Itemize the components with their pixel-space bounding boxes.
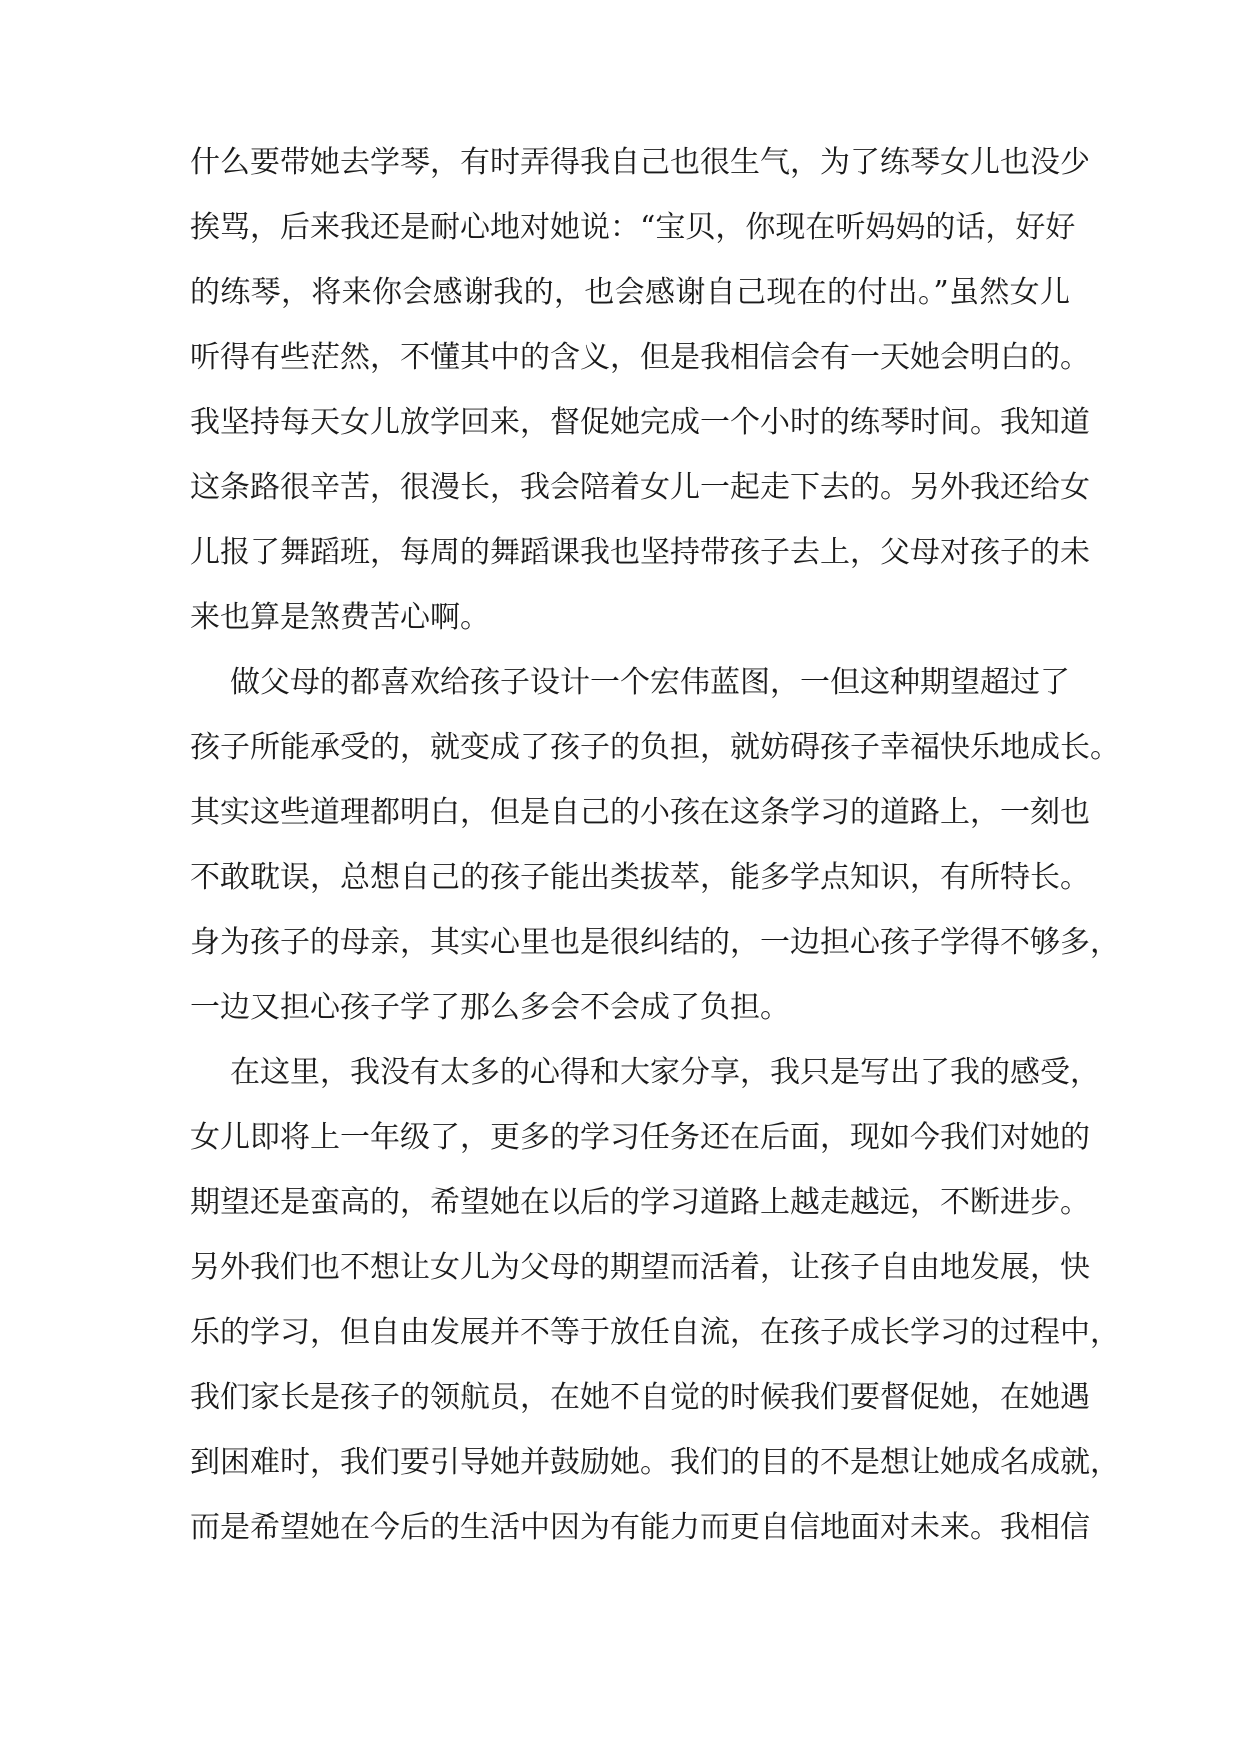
text-line: 其实这些道理都明白，但是自己的小孩在这条学习的道路上，一刻也 [190,795,1090,830]
text-line: 的练琴，将来你会感谢我的，也会感谢自己现在的付出。”虽然女儿 [190,275,1070,310]
text-line: 来也算是煞费苦心啊。 [190,600,490,635]
text-line: 这条路很辛苦，很漫长，我会陪着女儿一起走下去的。另外我还给女 [190,470,1090,505]
text-line: 做父母的都喜欢给孩子设计一个宏伟蓝图，一但这种期望超过了 [230,665,1070,700]
text-line: 孩子所能承受的，就变成了孩子的负担，就妨碍孩子幸福快乐地成长。 [190,730,1120,765]
text-line: 在这里，我没有太多的心得和大家分享，我只是写出了我的感受， [230,1055,1100,1090]
text-line: 而是希望她在今后的生活中因为有能力而更自信地面对未来。我相信 [190,1510,1090,1545]
text-line: 另外我们也不想让女儿为父母的期望而活着，让孩子自由地发展，快 [190,1250,1090,1285]
text-line: 我坚持每天女儿放学回来，督促她完成一个小时的练琴时间。我知道 [190,405,1090,440]
text-line: 一边又担心孩子学了那么多会不会成了负担。 [190,990,790,1025]
text-line: 期望还是蛮高的，希望她在以后的学习道路上越走越远，不断进步。 [190,1185,1090,1220]
text-line: 到困难时，我们要引导她并鼓励她。我们的目的不是想让她成名成就， [190,1445,1120,1480]
text-line: 挨骂，后来我还是耐心地对她说：“宝贝，你现在听妈妈的话，好好 [190,210,1076,245]
paragraph [190,130,1090,650]
text-line: 儿报了舞蹈班，每周的舞蹈课我也坚持带孩子去上，父母对孩子的未 [190,535,1090,570]
paragraph [190,650,1120,1040]
text-line: 听得有些茫然，不懂其中的含义，但是我相信会有一天她会明白的。 [190,340,1090,375]
paragraph [190,1040,1120,1560]
text-line: 女儿即将上一年级了，更多的学习任务还在后面，现如今我们对她的 [190,1120,1090,1155]
text-line: 我们家长是孩子的领航员，在她不自觉的时候我们要督促她，在她遇 [190,1380,1090,1415]
text-line: 身为孩子的母亲，其实心里也是很纠结的，一边担心孩子学得不够多， [190,925,1120,960]
text-line: 什么要带她去学琴，有时弄得我自己也很生气，为了练琴女儿也没少 [190,145,1090,180]
body-text [190,130,1120,1560]
text-line: 乐的学习，但自由发展并不等于放任自流，在孩子成长学习的过程中， [190,1315,1120,1350]
text-line: 不敢耽误，总想自己的孩子能出类拔萃，能多学点知识，有所特长。 [190,860,1090,895]
